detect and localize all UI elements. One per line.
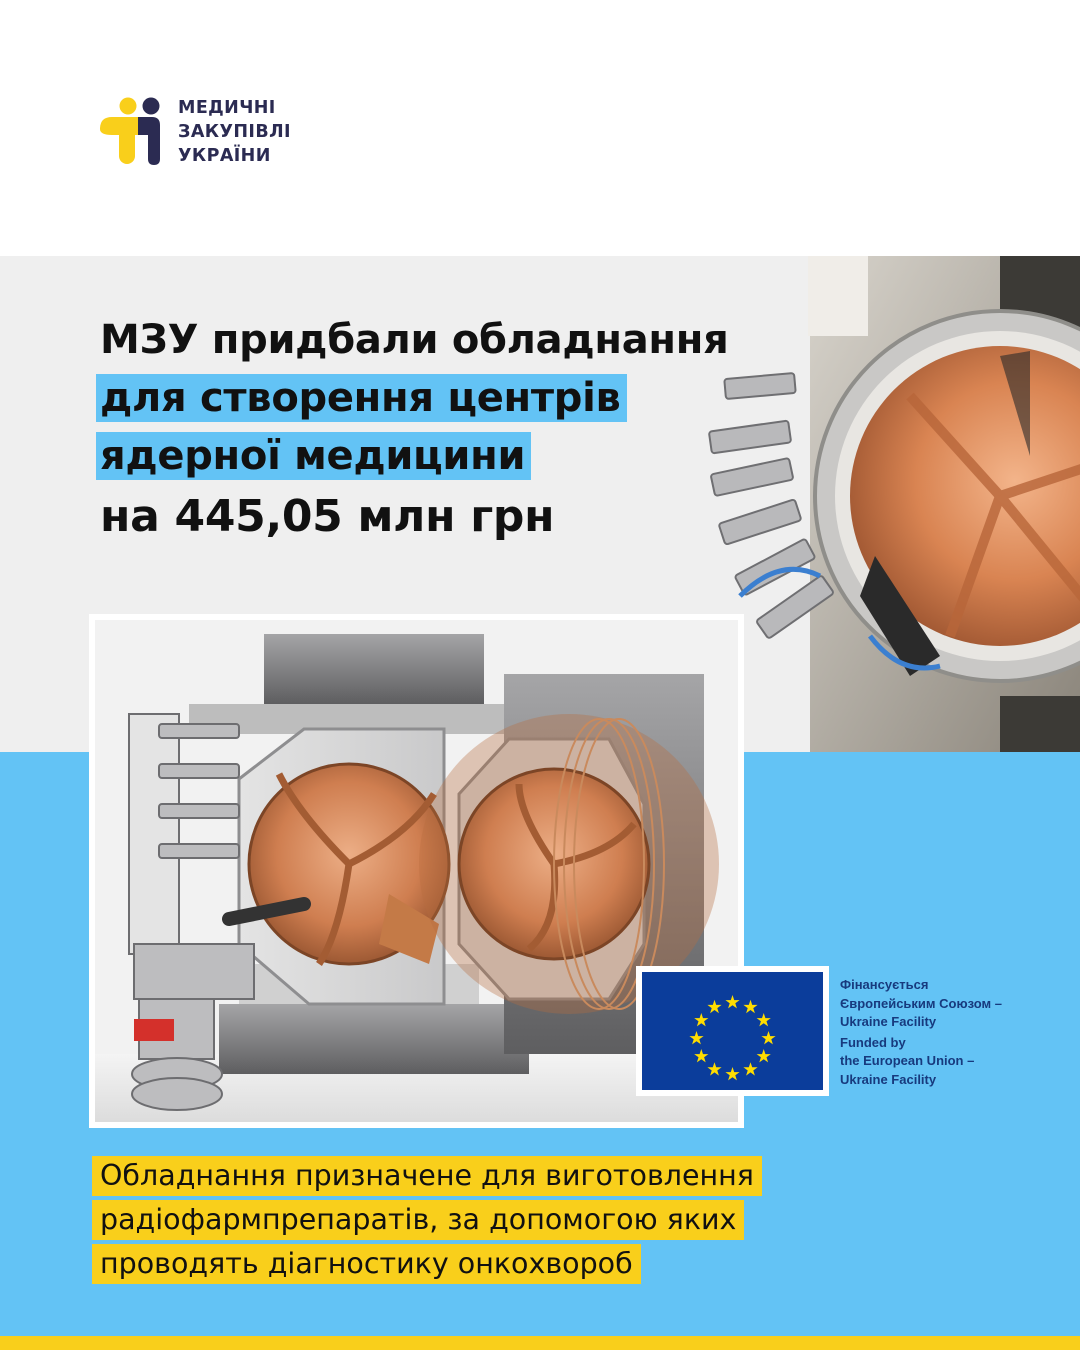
- brand-logo: [100, 97, 290, 167]
- eu-text-en-2: the European Union –: [840, 1053, 975, 1068]
- logo-text-line-3: УКРАЇНИ: [178, 146, 271, 166]
- eu-text-en-1: Funded by: [840, 1034, 906, 1050]
- headline-amount: на 445,05 млн грн: [100, 491, 555, 542]
- caption-line-3: проводять діагностику онкохвороб: [92, 1244, 641, 1284]
- brand-mark-icon: [100, 97, 166, 167]
- bottom-yellow-strip: [0, 1336, 1080, 1350]
- eu-text-en-3: Ukraine Facility: [840, 1071, 937, 1087]
- logo-text-line-1: МЕДИЧНІ: [178, 98, 276, 118]
- eu-flag-frame: [636, 966, 829, 1096]
- headline: [96, 316, 796, 548]
- caption-line-1: Обладнання призначене для виготовлення: [92, 1156, 762, 1196]
- cyclotron-ring-illustration: [700, 256, 1080, 752]
- eu-funding-note: [840, 976, 1060, 1089]
- headline-line-1: МЗУ придбали обладнання: [100, 317, 729, 363]
- caption-line-2: радіофармпрепаратів, за допомогою яких: [92, 1200, 744, 1240]
- cyclotron-ring-photo: [700, 256, 1080, 752]
- headline-line-2: для створення центрів: [96, 374, 627, 422]
- eu-text-ua-1: Фінансується: [840, 977, 929, 992]
- caption: [92, 1156, 992, 1288]
- logo-text-line-2: ЗАКУПІВЛІ: [178, 122, 291, 142]
- eu-flag-icon: [642, 972, 823, 1090]
- eu-text-ua-3: Ukraine Facility: [840, 1014, 937, 1029]
- headline-line-3: ядерної медицини: [96, 432, 531, 480]
- eu-text-ua-2: Європейським Союзом –: [840, 995, 1002, 1011]
